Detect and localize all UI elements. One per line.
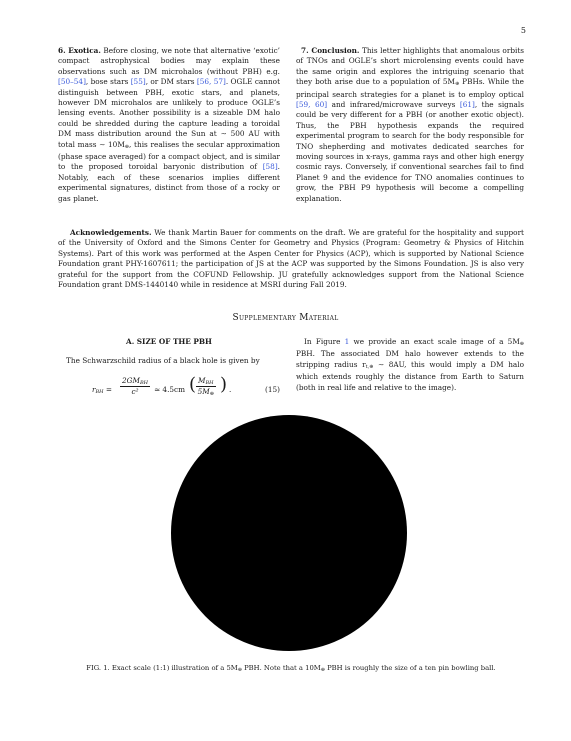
citation-link[interactable]: [58]	[262, 162, 278, 172]
text: we provide an exact scale image of a 5M	[349, 337, 520, 346]
subscript: ⊕	[124, 143, 129, 150]
citation-link[interactable]: [59, 60]	[296, 100, 328, 110]
schwarzschild-equation	[92, 376, 280, 406]
equation-number: (15)	[265, 385, 280, 394]
eq-equals: =	[105, 385, 112, 394]
eq-subscript: BH	[95, 389, 104, 395]
text: FIG. 1. Exact scale (1:1) illustration of a 5M	[86, 664, 238, 672]
conclusion-paragraph	[296, 46, 524, 204]
text: This letter highlights that anomalous orbits of TNOs and OGLE’s short microlensing events could have the same origin and explores the intriguing scenario that they both arise due to a population of 5M	[296, 46, 524, 87]
equation-trail: .	[229, 385, 232, 394]
eq-subscript: ⊕	[209, 391, 214, 397]
figure-link[interactable]: 1	[344, 337, 350, 346]
citation-link[interactable]: [50–54]	[58, 77, 86, 87]
text: PBH. The associated DM halo however extends to the stripping radius r	[296, 349, 524, 369]
supplementary-title: Supplementary Material	[232, 313, 339, 323]
acknowledgements-body: We thank Martin Bauer for comments on the draft. We are grateful for the hospitality and support of the University of Oxford and the Simons Center for Geometry and Physics (Program: Geometry & Physics of Hitchin Systems). Part of this work was performed at the Aspen Center for Physics (ACP), which is supported by National Science Foundation grant PHY-1607611; the participation of JS at the ACP was supported by the Simons Foundation. JS is also very grateful for the support from the COFUND Fellowship. JU gratefully acknowledges support from the National Science Foundation grant DMS-1440140 while in residence at MSRI during Fall 2019.	[58, 228, 524, 290]
text: ∼ 8AU, this would imply a DM halo which extends roughly the distance from Earth to Saturn (both in real life and relative to the image).	[296, 359, 524, 392]
subscript: ⊕	[519, 341, 524, 347]
section-a-intro: The Schwarzschild radius of a black hole is given by	[66, 356, 260, 365]
eq-numerator: M	[198, 376, 206, 385]
text: PBH is roughly the size of a ten pin bowling ball.	[324, 664, 496, 672]
acknowledgements-paragraph	[58, 228, 524, 290]
subscript: ⊕	[454, 81, 460, 88]
text: Before closing, we note that alternative ‘exotic’ compact astrophysical bodies may explain these observations such as DM microhalos (without PBH) e.g.	[58, 46, 281, 76]
equation-approx: ≃ 4.5cm	[154, 385, 186, 394]
acknowledgements-heading: Acknowledgements.	[70, 228, 152, 237]
conclusion-heading: 7. Conclusion.	[301, 46, 360, 55]
text: , this realises the secular approximation (phase space averaged) for a compact object, and is similar to the proposed toroidal baryonic distribution of	[58, 139, 280, 172]
page-number: 5	[520, 26, 526, 35]
eq-subscript: BH	[205, 380, 214, 386]
subscript: t,⊕	[365, 363, 374, 370]
citation-link[interactable]: [61]	[459, 100, 475, 110]
equation-lhs	[92, 385, 112, 395]
exotica-heading: 6. Exotica.	[58, 46, 101, 55]
text: In Figure	[304, 337, 345, 346]
black-hole-disc	[171, 415, 407, 651]
section-a-heading: A. SIZE OF THE PBH	[126, 337, 212, 346]
text: and infrared/microwave surveys	[327, 100, 460, 110]
black-hole-figure	[170, 414, 408, 652]
eq-symbol: r	[92, 385, 96, 394]
text: . Notably, each of these scenarios implies different experimental signatures, distinct from those of a rocky or gas planet.	[58, 162, 280, 203]
eq-numerator: 2GM	[122, 376, 140, 385]
exotica-paragraph	[58, 46, 280, 204]
eq-denominator: c²	[131, 387, 139, 396]
left-paren: (	[189, 374, 197, 395]
equation-fraction-1	[120, 376, 150, 396]
subscript: ⊕	[237, 667, 242, 673]
figure-description-paragraph	[296, 337, 524, 393]
equation-fraction-2	[196, 376, 216, 397]
text: , bose stars	[85, 77, 131, 87]
subscript: ⊕	[320, 667, 325, 673]
text: , or DM stars	[145, 77, 197, 87]
eq-denominator: 5M	[197, 387, 210, 396]
text: PBH. Note that a 10M	[241, 664, 321, 672]
figure-caption	[58, 664, 524, 673]
text: , the signals could be very different for a PBH (or another exotic object). Thus, the PBH hypothesis expands the required experimental program to search for the body responsible for TNO shepherding and motivates dedicated searches for moving sources in x-rays, gamma rays and other high energy cosmic rays. Conversely, if conventional searches fail to find Planet 9 and the evidence for TNO anomalies continues to grow, the PBH P9 hypothesis will become a compelling explanation.	[296, 100, 524, 203]
text: PBHs. While the principal search strategies for a planet is to employ optical	[296, 77, 524, 99]
text: . OGLE cannot distinguish between PBH, exotic stars, and planets, however DM microhalos are unlikely to produce OGLE’s lensing events. Another possibility is a sizeable DM halo could be shredded during the capture leading a toroidal DM mass distribution around the Sun at ∼ 500 AU with total mass ∼ 10M	[58, 77, 281, 149]
eq-subscript: BH	[139, 380, 148, 386]
citation-link[interactable]: [56, 57]	[196, 77, 226, 87]
right-paren: )	[220, 374, 228, 395]
citation-link[interactable]: [55]	[130, 77, 146, 87]
